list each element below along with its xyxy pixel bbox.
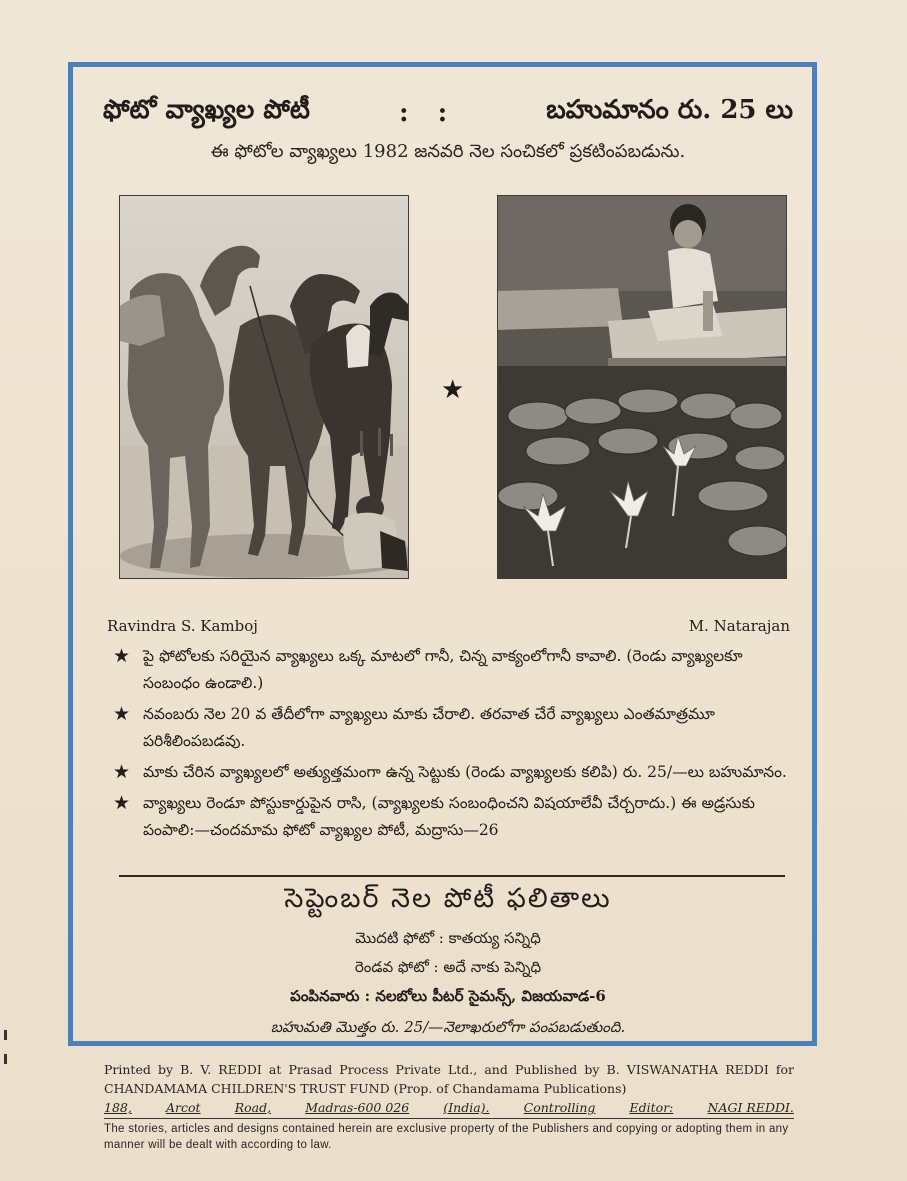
address-part: Road, (234, 1100, 272, 1115)
bullet-star-icon: ★ (113, 761, 131, 783)
bullet-star-icon: ★ (113, 645, 131, 667)
contest-title: ఫోటో వ్యాఖ్యల పోటీ (103, 95, 310, 125)
address-part: Controlling (523, 1100, 596, 1115)
imprint-printed: Printed by B. V. REDDI at Prasad Process Private Ltd., and Published by B. VISWANATHA REDDI for CHANDAMAMA CHILDREN'S TRUST FUND (Prop. of Chandamama Publications) (104, 1062, 794, 1096)
address-part: Madras-600 026 (305, 1100, 410, 1115)
bullet-star-icon: ★ (113, 703, 131, 725)
result-second-photo: రెండవ ఫోటో : అదే నాకు పెన్నిధి (354, 958, 542, 976)
contest-header (103, 91, 793, 135)
result-first-photo: మొదటి ఫోటో : కాతయ్య సన్నిధి (355, 929, 541, 947)
camels-photo (119, 195, 409, 579)
announcement-note: ఈ ఫోటోల వ్యాఖ్యలు 1982 జనవరి నెల సంచికలో ప్రకటింపబడును. (210, 141, 686, 162)
rule-text: వ్యాఖ్యలు రెండూ పోస్టుకార్డుపైన రాసి, (వ్యాఖ్యలకు సంబంధించని విషయాలేవీ చేర్చరాదు.) ఈ అడ్రసుకు పంపాలి:—చందమామ ఫోటో వ్యాఖ్యల పోటీ, మద్రాసు—26 (143, 794, 756, 839)
margin-marks (4, 1030, 8, 1090)
left-photo-credit: Ravindra S. Kamboj (107, 617, 258, 635)
address-part: NAGI REDDI. (707, 1100, 794, 1115)
results-heading: సెప్టెంబర్ నెల పోటీ ఫలితాలు (284, 883, 612, 914)
address-part: (India). (443, 1100, 490, 1115)
contest-rules (113, 643, 803, 848)
prize-amount: బహుమానం రు. 25 లు (546, 95, 793, 125)
address-part: 188, (104, 1100, 132, 1115)
address-part: Arcot (165, 1100, 201, 1115)
rule-item (113, 759, 803, 786)
result-sender: పంపినవారు : నలబోలు పీటర్ సైమన్స్, విజయవాడ-6 (290, 987, 606, 1005)
imprint (104, 1060, 794, 1117)
rule-text: పై ఫోటోలకు సరియైన వ్యాఖ్యలు ఒక్క మాటలో గానీ, చిన్న వాక్యంలోగానీ కావాలి. (రెండు వ్యాఖ్యలకూ సంబంధం ఉండాలి.) (143, 647, 743, 692)
imprint-address (104, 1098, 794, 1117)
footer-divider (104, 1118, 794, 1119)
right-photo-credit: M. Natarajan (688, 617, 790, 635)
rule-item (113, 643, 803, 697)
address-part: Editor: (629, 1100, 674, 1115)
rule-item (113, 790, 803, 844)
contest-frame (68, 62, 817, 1046)
header-separator: : : (398, 98, 458, 128)
copyright-notice: The stories, articles and designs contained herein are exclusive property of the Publishers and copying or adopting them in any manner will be dealt with according to law. (104, 1123, 789, 1151)
rule-text: మాకు చేరిన వ్యాఖ్యలలో అత్యుత్తమంగా ఉన్న సెట్టుకు (రెండు వ్యాఖ్యలకు కలిపి) రు. 25/—లు బహుమానం. (143, 763, 787, 781)
separator-star-icon: ★ (441, 375, 465, 405)
rule-item (113, 701, 803, 755)
bullet-star-icon: ★ (113, 792, 131, 814)
result-prize-note: బహుమతి మొత్తం రు. 25/—నెలాఖరులోగా పంపబడుతుంది. (270, 1018, 626, 1036)
boy-pond-photo (497, 195, 787, 579)
boy-pond-photo-image (498, 196, 786, 578)
rule-text: నవంబరు నెల 20 వ తేదీలోగా వ్యాఖ్యలు మాకు చేరాలి. తరవాత చేరే వ్యాఖ్యలు ఎంతమాత్రమూ పరిశీలింపబడవు. (143, 705, 715, 750)
camels-photo-image (120, 196, 408, 578)
section-divider (119, 875, 785, 877)
